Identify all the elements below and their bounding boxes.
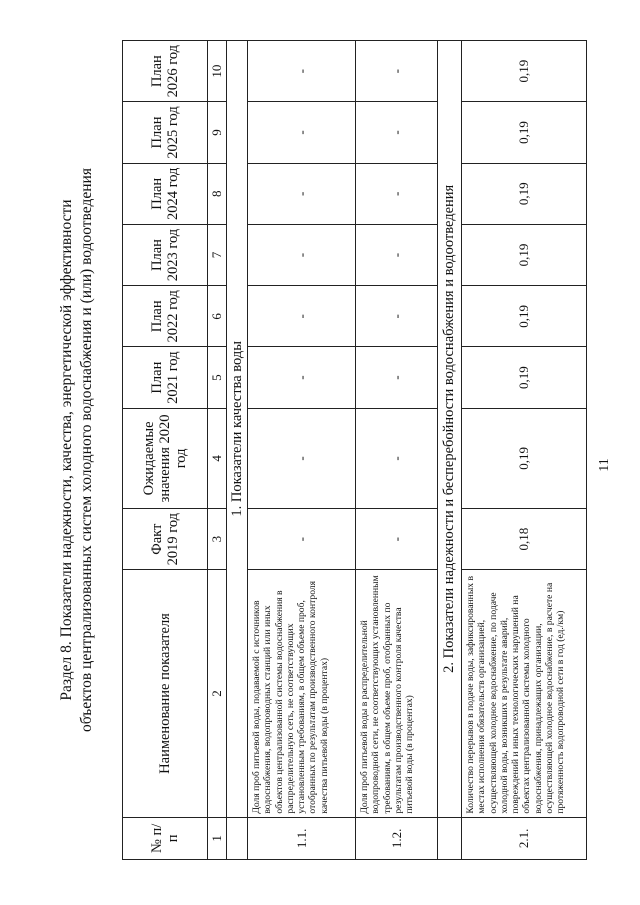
column-number: 3	[208, 509, 227, 570]
table-row	[356, 41, 438, 860]
column-number: 9	[208, 102, 227, 163]
section-row	[227, 41, 248, 860]
section-empty-cell	[438, 817, 462, 859]
row-value: -	[356, 408, 438, 508]
column-number: 5	[208, 347, 227, 408]
row-value: 0,18	[462, 509, 587, 570]
section-empty-cell	[227, 817, 248, 859]
row-value: 0,19	[462, 347, 587, 408]
row-value: -	[356, 509, 438, 570]
row-value: -	[248, 41, 356, 102]
header-name: Наименование показателя	[123, 570, 208, 817]
row-value: 0,19	[462, 41, 587, 102]
row-indicator-name: Количество перерывов в подаче воды, зафиксированных в местах исполнения обязательств организацией, осуществляющей холодное водоснабжение, по подаче холодной воды, возникших в результате аварий, повреждений и иных технологических нарушений на объектах централизованной системы холодного водоснабжения, принадлежащих организации, осуществляющей холодное водоснабжение, в расчете на протяженность водопроводной сети в год (ед./км)	[462, 570, 587, 817]
row-indicator-name: Доля проб питьевой воды в распределительной водопроводной сети, не соответствующих установленным требованиям, в общем объеме проб, отобранных по результатам производственного контроля качества питьевой воды (в процентах)	[356, 570, 438, 817]
header-expected-2020: Ожидаемые значения 2020 год	[123, 408, 208, 508]
row-value: -	[248, 224, 356, 285]
table-row	[248, 41, 356, 860]
header-plan-2026: План 2026 год	[123, 41, 208, 102]
row-value: -	[248, 408, 356, 508]
row-value: -	[248, 347, 356, 408]
title-line-2: объектов централизованных систем холодного водоснабжения и (или) водоотведения	[78, 168, 95, 732]
section-title-quality: 1. Показатели качества воды	[227, 41, 248, 818]
row-index: 2.1.	[462, 817, 587, 859]
row-indicator-name: Доля проб питьевой воды, подаваемой с источников водоснабжения, водопроводных станций или иных объектов централизованной системы водоснабжения в распределительную сеть, не соответствующих установленным требованиям, в общем объеме проб, отобранных по результатам производственного контроля качества питьевой воды (в процентах)	[248, 570, 356, 817]
row-value: 0,19	[462, 224, 587, 285]
row-value: -	[356, 224, 438, 285]
row-value: -	[248, 163, 356, 224]
column-number: 6	[208, 286, 227, 347]
page-number: 11	[597, 458, 612, 472]
header-plan-2023: План 2023 год	[123, 224, 208, 285]
column-number: 8	[208, 163, 227, 224]
row-value: -	[356, 347, 438, 408]
row-value: 0,19	[462, 102, 587, 163]
row-index: 1.1.	[248, 817, 356, 859]
header-plan-2022: План 2022 год	[123, 286, 208, 347]
row-value: 0,19	[462, 286, 587, 347]
indicators-table	[122, 40, 587, 860]
row-value: -	[248, 102, 356, 163]
header-row	[123, 41, 208, 860]
row-value: 0,19	[462, 408, 587, 508]
header-plan-2021: План 2021 год	[123, 347, 208, 408]
column-number: 1	[208, 817, 227, 859]
row-value: -	[356, 163, 438, 224]
row-value: -	[356, 286, 438, 347]
row-index: 1.2.	[356, 817, 438, 859]
row-value: 0,19	[462, 163, 587, 224]
header-plan-2024: План 2024 год	[123, 163, 208, 224]
column-number: 7	[208, 224, 227, 285]
row-value: -	[248, 286, 356, 347]
rotated-page-content	[55, 40, 595, 860]
section-title	[55, 40, 125, 860]
header-index: № п/п	[123, 817, 208, 859]
header-fact-2019: Факт 2019 год	[123, 509, 208, 570]
column-number: 10	[208, 41, 227, 102]
title-line-1: Раздел 8. Показатели надежности, качества, энергетической эффективности	[58, 199, 75, 701]
header-plan-2025: План 2025 год	[123, 102, 208, 163]
section-row	[438, 41, 462, 860]
column-number-row	[208, 41, 227, 860]
table-row	[462, 41, 587, 860]
column-number: 2	[208, 570, 227, 817]
row-value: -	[356, 102, 438, 163]
section-title-reliability: 2. Показатели надежности и бесперебойности водоснабжения и водоотведения	[438, 41, 462, 818]
row-value: -	[248, 509, 356, 570]
column-number: 4	[208, 408, 227, 508]
row-value: -	[356, 41, 438, 102]
